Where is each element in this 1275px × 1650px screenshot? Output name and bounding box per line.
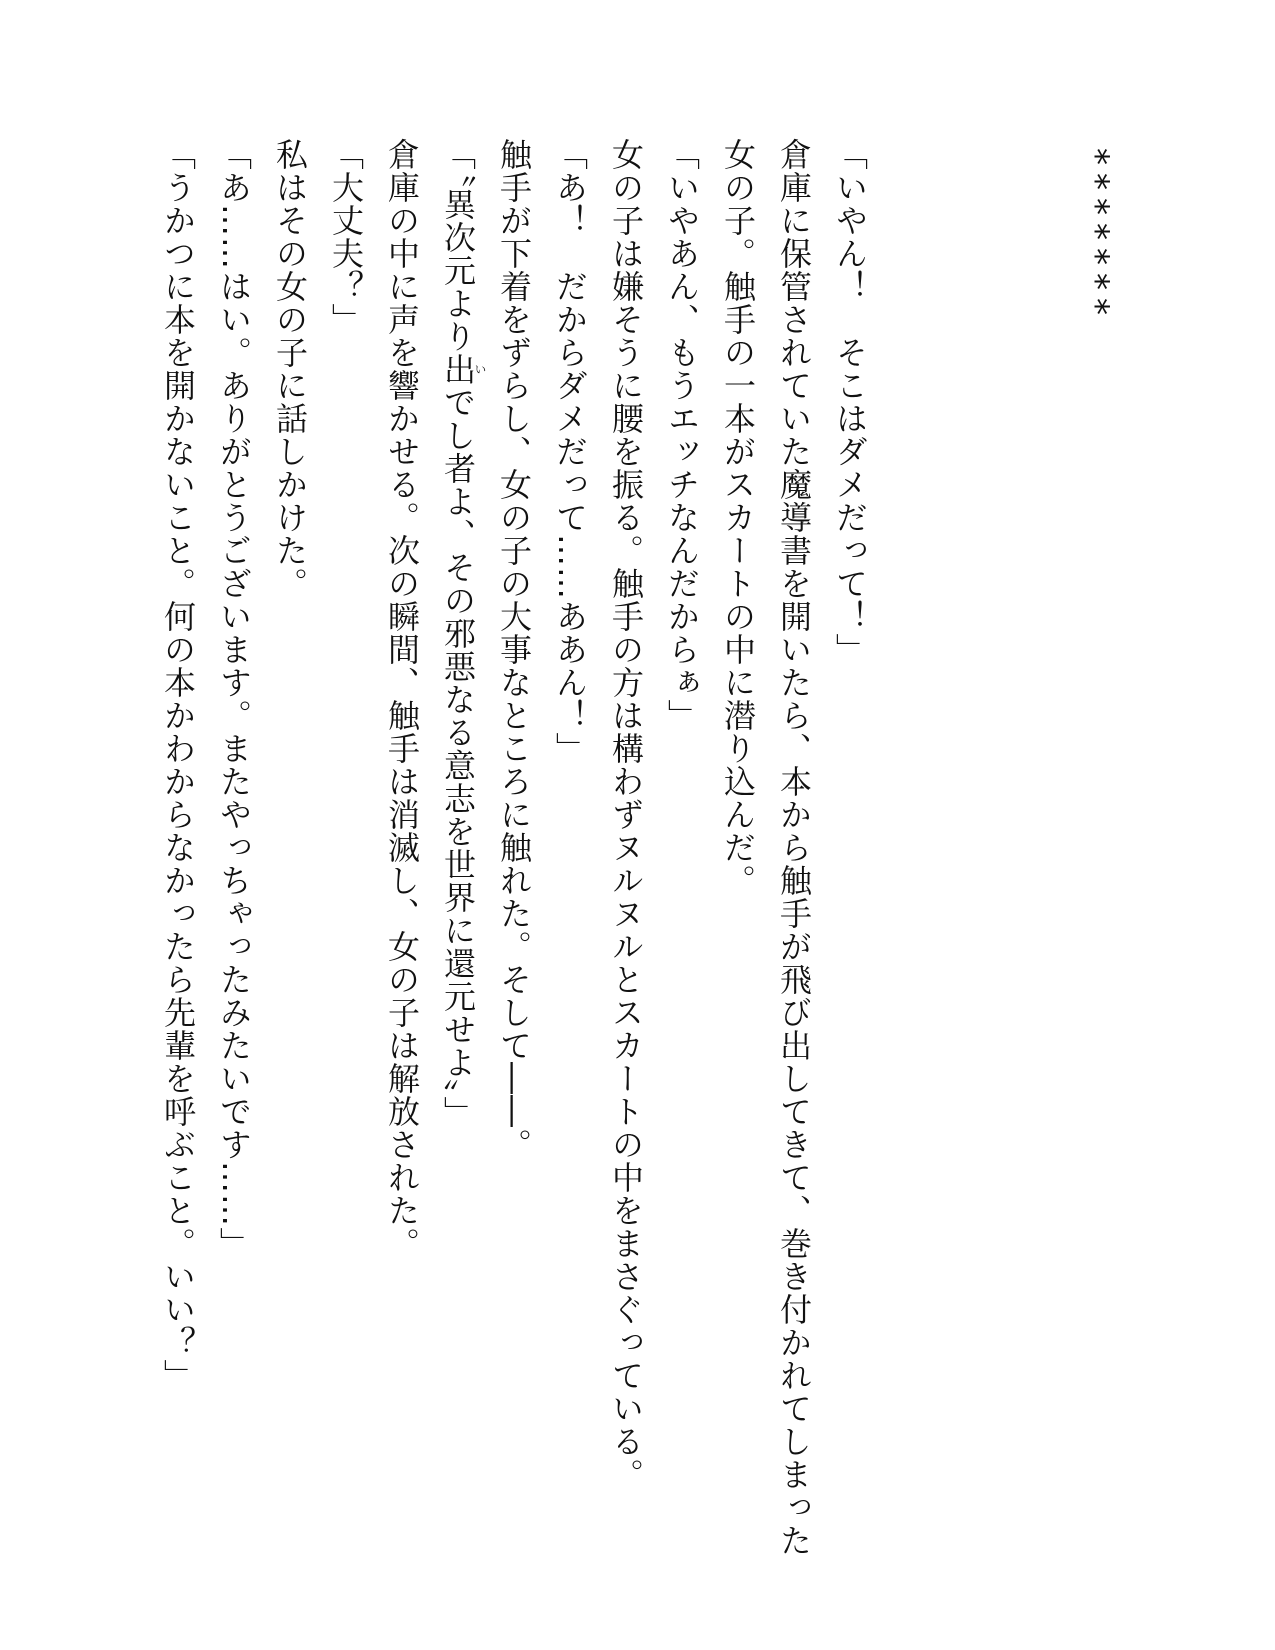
text-line-4: 「いやあん、もうエッチなんだからぁ」 — [663, 138, 701, 732]
text-line-12: 「あ……はい。ありがとうございます。またやっちゃったみたいです……」 — [215, 138, 253, 1260]
ruby-reading: い — [473, 353, 487, 386]
text-line-2: 倉庫に保管されていた魔導書を開いたら、本から触手が飛び出してきて、巻き付かれてしまった — [775, 138, 813, 1557]
line-8-before: 「〝異次元より — [439, 138, 477, 353]
text-line-11: 私はその女の子に話しかけた。 — [271, 138, 309, 600]
line-8-after: でし者よ、その邪悪なる意志を世界に還元せよ〟」 — [439, 386, 477, 1129]
ruby-base: 出 — [439, 353, 477, 386]
body-text — [150, 138, 878, 1557]
scene-separator: ******* — [1076, 148, 1116, 323]
ruby-annotation — [439, 353, 487, 386]
text-line-1: 「いやん！ そこはダメだって！」 — [831, 138, 869, 666]
text-line-7: 触手が下着をずらし、女の子の大事なところに触れた。そして――。 — [495, 138, 533, 1161]
text-line-5: 女の子は嫌そうに腰を振る。触手の方は構わずヌルヌルとスカートの中をまさぐっている。 — [607, 138, 645, 1491]
text-line-9: 倉庫の中に声を響かせる。次の瞬間、触手は消滅し、女の子は解放された。 — [383, 138, 421, 1260]
text-line-10: 「大丈夫？」 — [327, 138, 365, 336]
text-line-6: 「あ！ だからダメだって……ああん！」 — [551, 138, 589, 765]
text-line-13: 「うかつに本を開かないこと。何の本かわからなかったら先輩を呼ぶこと。いい？」 — [159, 138, 197, 1392]
text-line-3: 女の子。触手の一本がスカートの中に潜り込んだ。 — [719, 138, 757, 897]
text-line-8 — [430, 138, 486, 1478]
